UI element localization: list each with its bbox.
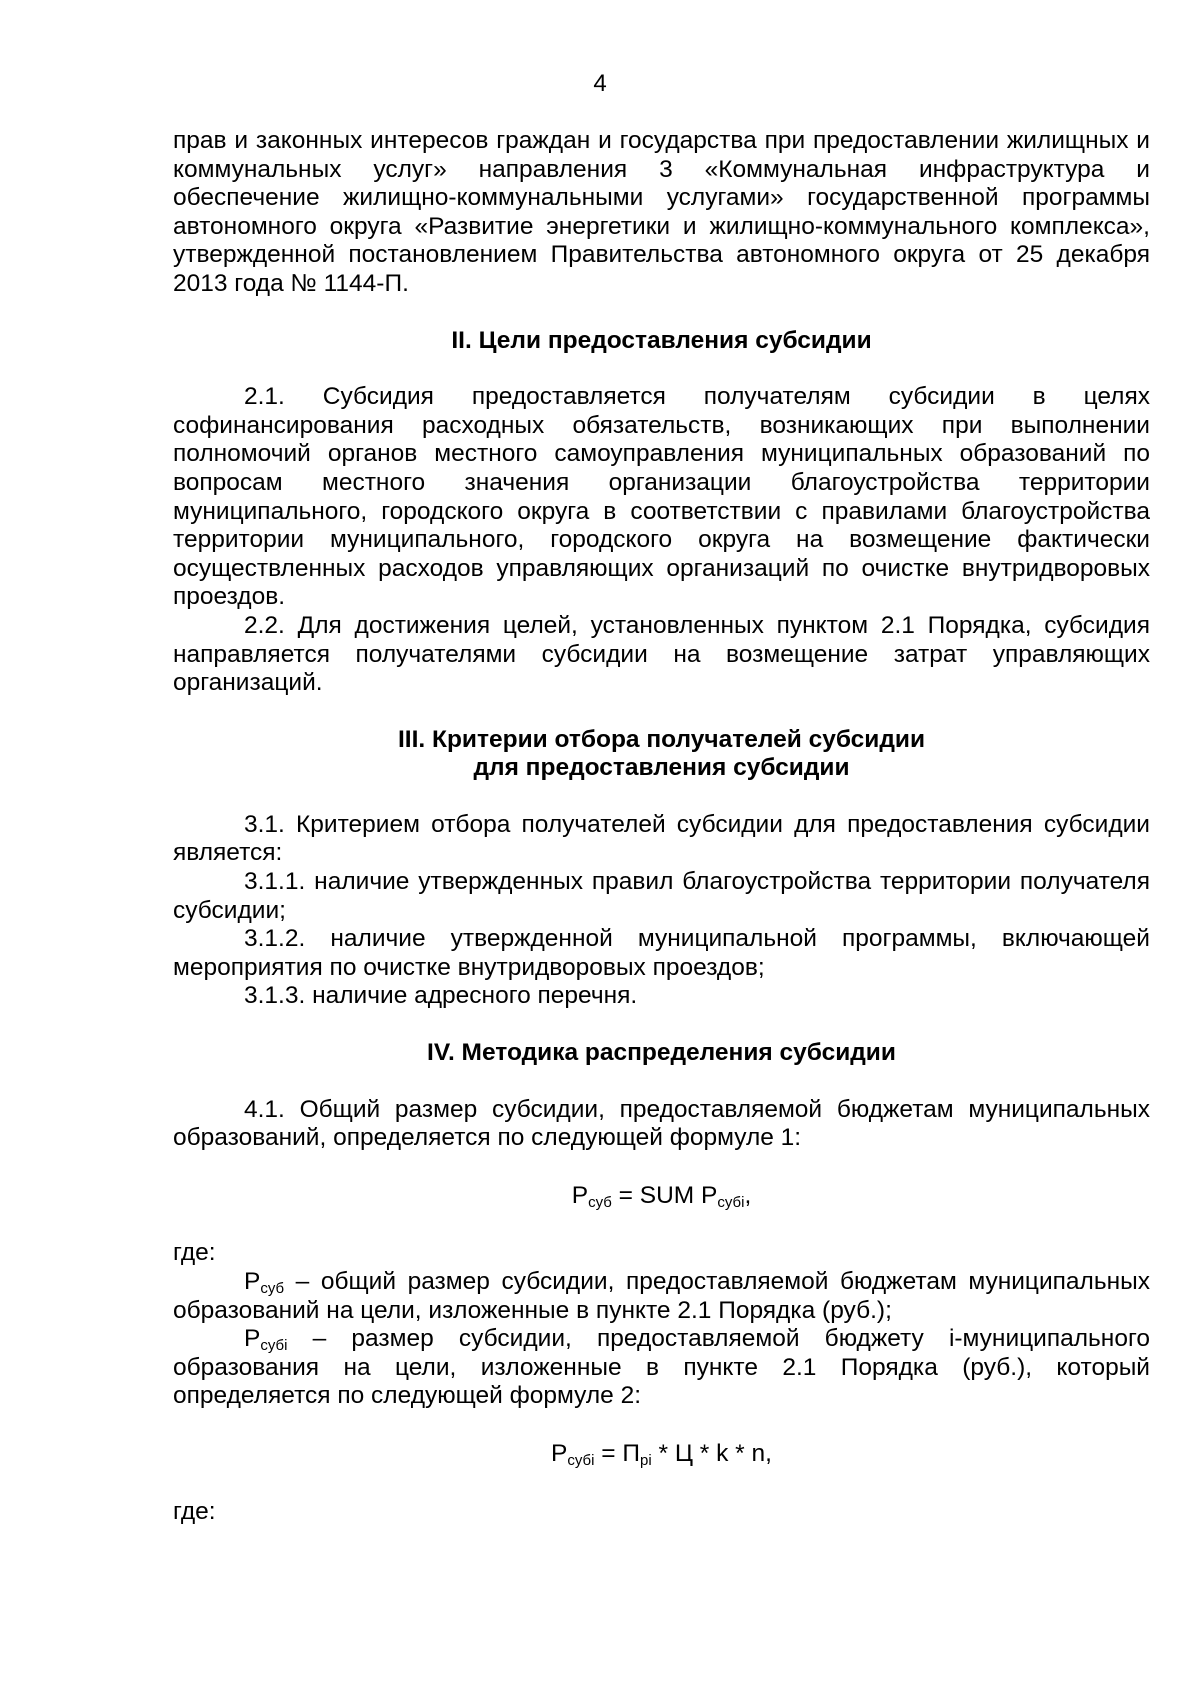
formula-1-rhs-sub: субi — [717, 1193, 745, 1211]
formula-2-lhs-sub: субi — [567, 1451, 595, 1469]
paragraph-3-1-1: 3.1.1. наличие утвержденных правил благоустройства территории получателя субсидии; — [173, 868, 1150, 924]
definition-2-symbol-sub: субi — [260, 1337, 288, 1355]
section-3-heading-line2: для предоставления субсидии — [473, 754, 850, 782]
formula-1-lhs-sub: суб — [588, 1193, 612, 1211]
paragraph-3-1-2: 3.1.2. наличие утвержденной муниципальной программы, включающей мероприятия по очистке внутридворовых проездов; — [173, 925, 1150, 981]
document-body — [173, 127, 1150, 1526]
formula-2-p-sub: pi — [640, 1451, 652, 1469]
formula-1-middle: = SUM P — [611, 1181, 718, 1209]
definition-p-sub-i — [173, 1325, 1150, 1411]
definition-1-symbol-sub: суб — [260, 1280, 285, 1297]
definition-1-text: – общий размер субсидии, предоставляемой бюджетам муниципальных образований на цели, изложенные в пункте 2.1 Порядка (руб.); — [173, 1268, 1150, 1324]
definition-2-symbol: P — [244, 1325, 261, 1353]
paragraph-4-1: 4.1. Общий размер субсидии, предоставляемой бюджетам муниципальных образований, определяется по следующей формуле 1: — [173, 1095, 1150, 1152]
formula-1-tail: , — [744, 1181, 752, 1209]
paragraph-2-2: 2.2. Для достижения целей, установленных пунктом 2.1 Порядка, субсидия направляется получателями субсидии на возмещение затрат управляющих организаций. — [173, 611, 1150, 697]
section-2-heading: II. Цели предоставления субсидии — [451, 326, 872, 354]
formula-2-lhs: P — [551, 1439, 568, 1467]
definition-1-symbol: P — [244, 1268, 261, 1295]
paragraph-3-1-3: 3.1.3. наличие адресного перечня. — [244, 982, 638, 1010]
where-label-1: где: — [173, 1239, 216, 1267]
formula-2-eq: = П — [594, 1439, 640, 1467]
formula-1 — [173, 1182, 1150, 1211]
paragraph-3-1: 3.1. Критерием отбора получателей субсидии для предоставления субсидии является: — [173, 810, 1150, 867]
formula-1-lhs: P — [571, 1181, 589, 1209]
paragraph-2-1: 2.1. Субсидия предоставляется получателям субсидии в целях софинансирования расходных обязательств, возникающих при выполнении полномочий органов местного самоуправления муниципальных образований по вопросам местного значения организации благоустройства территории муниципального, городского округа в соответствии с правилами благоустройства территории муниципального, городского округа на возмещение фактически осуществленных расходов управляющих организаций по очистке внутридворовых проездов. — [173, 383, 1150, 611]
formula-2 — [173, 1440, 1150, 1469]
section-3-heading — [173, 726, 1150, 783]
section-4-heading: IV. Методика распределения субсидии — [427, 1039, 896, 1067]
definition-p-sub — [173, 1268, 1150, 1325]
where-label-2: где: — [173, 1497, 216, 1525]
section-3-heading-line1: III. Критерии отбора получателей субсидии — [397, 725, 926, 753]
intro-paragraph: прав и законных интересов граждан и государства при предоставлении жилищных и коммунальных услуг» направления 3 «Коммунальная инфраструктура и обеспечение жилищно-коммунальными услугами» государственной программы автономного округа «Развитие энергетики и жилищно-коммунального комплекса», утвержденной постановлением Правительства автономного округа от 25 декабря 2013 года № 1144-П. — [173, 127, 1150, 297]
definition-2-text: – размер субсидии, предоставляемой бюджету i-муниципального образования на цели, изложенные в пункте 2.1 Порядка (руб.), который определяется по следующей формуле 2: — [173, 1325, 1150, 1410]
formula-2-tail: * Ц * k * n, — [651, 1439, 772, 1467]
page-number: 4 — [593, 70, 607, 97]
